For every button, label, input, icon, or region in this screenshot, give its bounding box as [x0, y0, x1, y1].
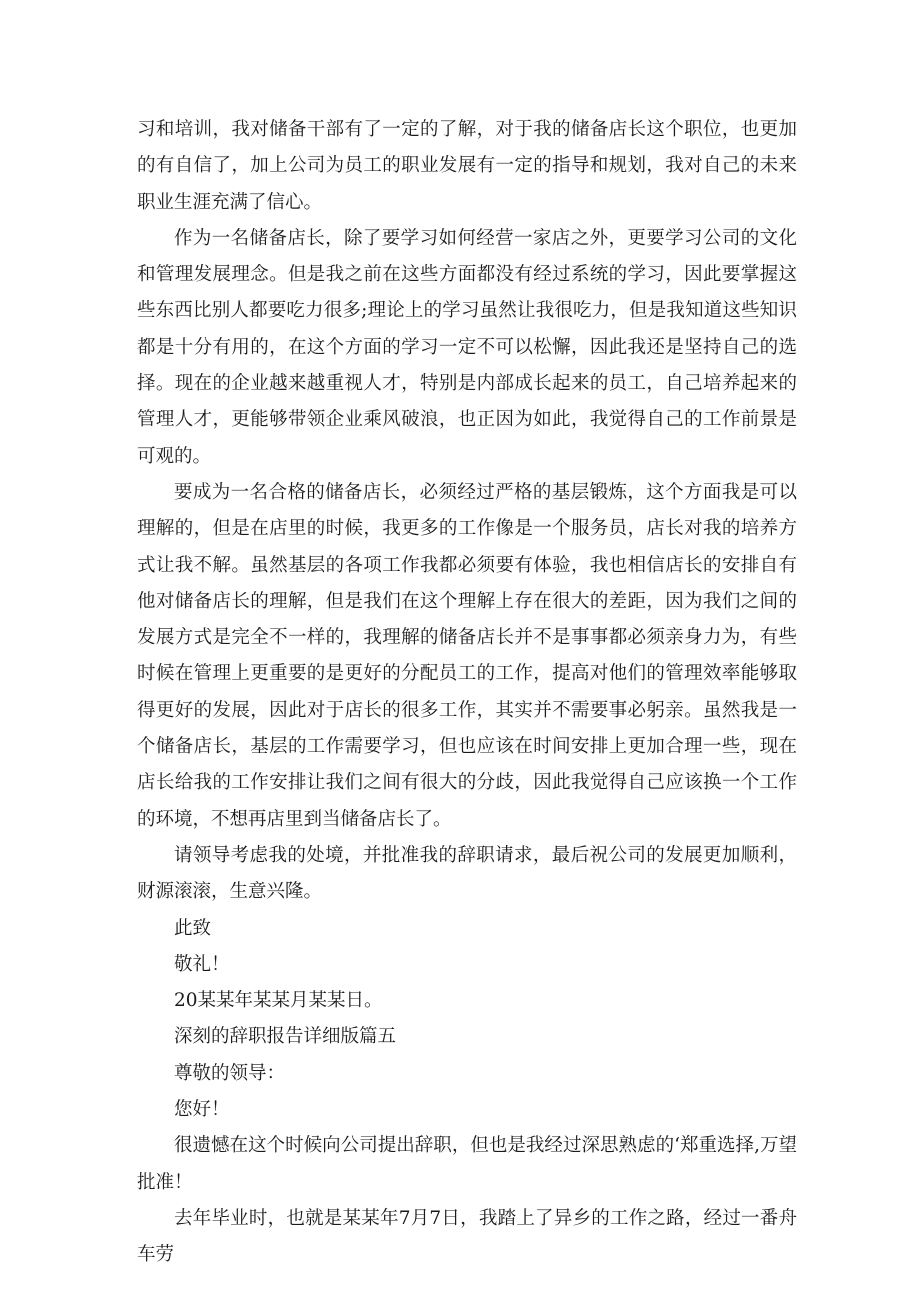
letter-hello: 您好！	[174, 1099, 230, 1121]
paragraph-request-approval: 请领导考虑我的处境，并批准我的辞职请求，最后祝公司的发展更加顺利，财源滚滚，生意兴隆。	[137, 844, 797, 903]
document-body	[137, 112, 797, 1274]
paragraph-role-learning: 作为一名储备店长，除了要学习如何经营一家店之外，更要学习公司的文化和管理发展理念。但是我之前在这些方面都没有经过系统的学习，因此要掌握这些东西比别人都要吃力很多;理论上的学习虽然让我很吃力，但是我知道这些知识都是十分有用的，在这个方面的学习一定不可以松懈，因此我还是坚持自己的选择。现在的企业越来越重视人才，特别是内部成长起来的员工，自己培养起来的管理人才，更能够带领企业乘风破浪，也正因为如此，我觉得自己的工作前景是可观的。	[137, 227, 797, 467]
letter-greeting: 尊敬的领导：	[174, 1062, 286, 1084]
paragraph-grassroots-training: 要成为一名合格的储备店长，必须经过严格的基层锻炼，这个方面我是可以理解的，但是在店里的时候，我更多的工作像是一个服务员，店长对我的培养方式让我不解。虽然基层的各项工作我都必须要有体验，我也相信店长的安排自有他对储备店长的理解，但是我们在这个理解上存在很大的差距，因为我们之间的发展方式是完全不一样的，我理解的储备店长并不是事事都必须亲身力为，有些时候在管理上更重要的是更好的分配员工的工作，提高对他们的管理效率能够取得更好的发展，因此对于店长的很多工作，其实并不需要事必躬亲。虽然我是一个储备店长，基层的工作需要学习，但也应该在时间安排上更加合理一些，现在店长给我的工作安排让我们之间有很大的分歧，因此我觉得自己应该换一个工作的环境，不想再店里到当储备店长了。	[137, 481, 797, 830]
section-title: 深刻的辞职报告详细版篇五	[174, 1026, 397, 1048]
paragraph-continuation: 习和培训，我对储备干部有了一定的了解，对于我的储备店长这个职位，也更加的有自信了，加上公司为员工的职业发展有一定的指导和规划，我对自己的未来职业生涯充满了信心。	[137, 119, 797, 213]
closing-salutation: 此致	[174, 917, 212, 939]
letter-date: 20某某年某某月某某日。	[174, 990, 383, 1012]
closing-regards: 敬礼！	[174, 953, 230, 975]
paragraph-graduation: 去年毕业时，也就是某某年7月7日，我踏上了异乡的工作之路，经过一番舟车劳	[137, 1207, 797, 1266]
paragraph-resignation-statement: 很遗憾在这个时候向公司提出辞职，但也是我经过深思熟虑的‘郑重选择,万望批准！	[137, 1135, 797, 1193]
